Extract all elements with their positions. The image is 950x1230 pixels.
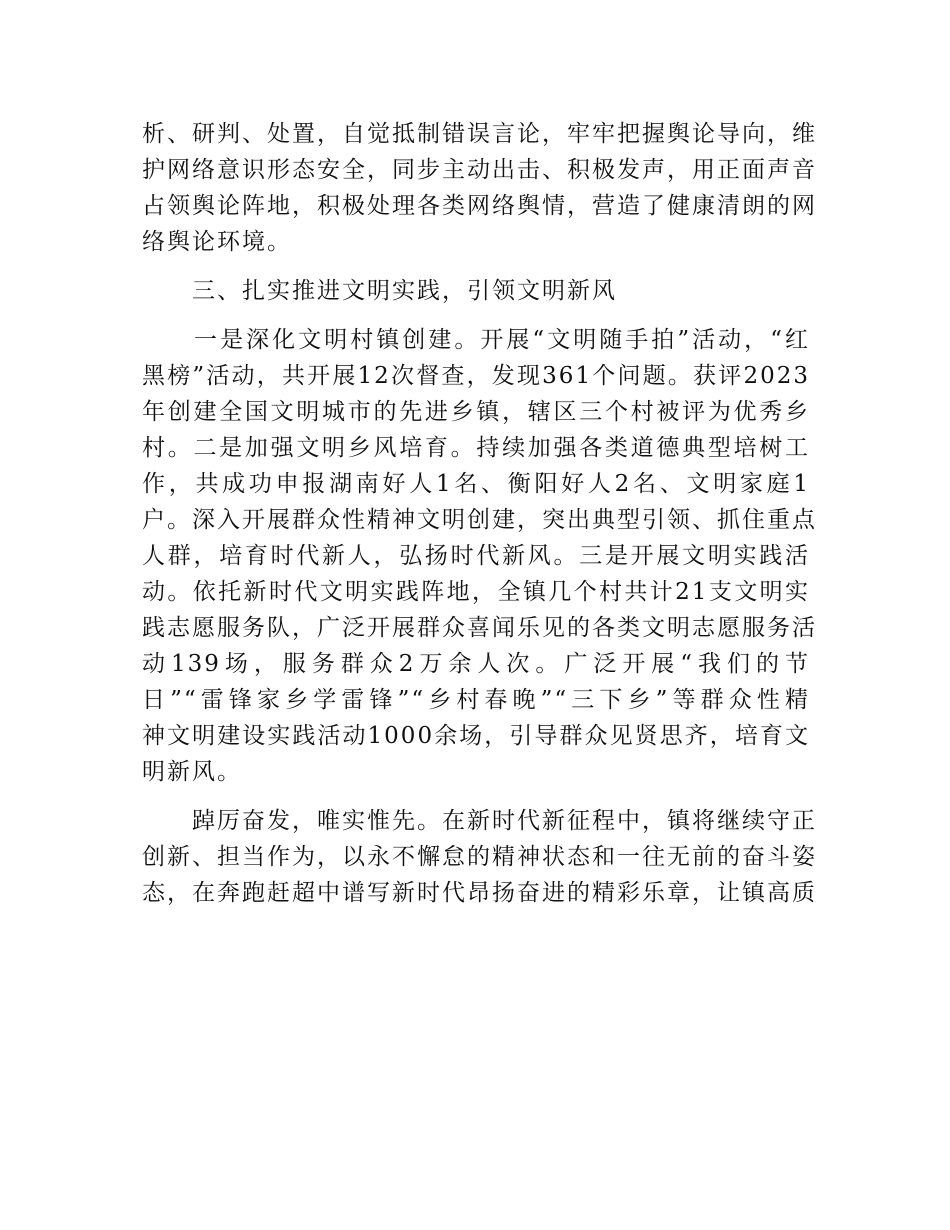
- text-line: 络舆论环境。: [142, 229, 292, 255]
- section-heading: [142, 273, 810, 309]
- paragraph-gap: [142, 790, 810, 803]
- paragraph-network-opinion: [142, 116, 817, 260]
- text-line: 人群，培育时代新人，弘扬时代新风。三是开展文明实践活: [142, 543, 810, 569]
- text-line: 户。深入开展群众性精神文明创建，突出典型引领、抓住重点: [142, 507, 817, 533]
- text-line: 明新风。: [142, 759, 242, 785]
- text-line: 态，在奔跑赶超中谱写新时代昂扬奋进的精彩乐章，让镇高质: [142, 880, 817, 906]
- text-line: 黑榜”活动，共开展12次督查，发现361个问题。获评2023: [142, 363, 810, 389]
- text-line: 作，共成功申报湖南好人1名、衡阳好人2名、文明家庭1: [142, 471, 810, 497]
- text-line: 一是深化文明村镇创建。开展“文明随手拍”活动，“红: [142, 327, 810, 353]
- heading-line: 三、扎实推进文明实践，引领文明新风: [142, 278, 617, 304]
- text-line: 护网络意识形态安全，同步主动出击、积极发声，用正面声音: [142, 157, 817, 183]
- paragraph-gap: [142, 260, 810, 273]
- document-body: [142, 116, 817, 911]
- text-line: 踔厉奋发，唯实惟先。在新时代新征程中，镇将继续守正: [142, 808, 817, 834]
- text-line: 创新、担当作为，以永不懈怠的精神状态和一往无前的奋斗姿: [142, 844, 817, 870]
- text-line: 神文明建设实践活动1000余场，引导群众见贤思齐，培育文: [142, 723, 810, 749]
- text-line: 践志愿服务队，广泛开展群众喜闻乐见的各类文明志愿服务活: [142, 615, 817, 641]
- text-line: 动139场，服务群众2万余人次。广泛开展“我们的节: [142, 651, 810, 677]
- paragraph-gap: [142, 309, 810, 322]
- text-line: 析、研判、处置，自觉抵制错误言论，牢牢把握舆论导向，维: [142, 121, 817, 147]
- text-line: 动。依托新时代文明实践阵地，全镇几个村共计21支文明实: [142, 579, 810, 605]
- paragraph-civilization-practice: [142, 322, 817, 790]
- text-line: 占领舆论阵地，积极处理各类网络舆情，营造了健康清朗的网: [142, 193, 817, 219]
- text-line: 年创建全国文明城市的先进乡镇，辖区三个村被评为优秀乡: [142, 399, 810, 425]
- text-line: 日”“雷锋家乡学雷锋”“乡村春晚”“三下乡”等群众性精: [142, 687, 810, 713]
- text-line: 村。二是加强文明乡风培育。持续加强各类道德典型培树工: [142, 435, 810, 461]
- paragraph-conclusion: [142, 803, 817, 911]
